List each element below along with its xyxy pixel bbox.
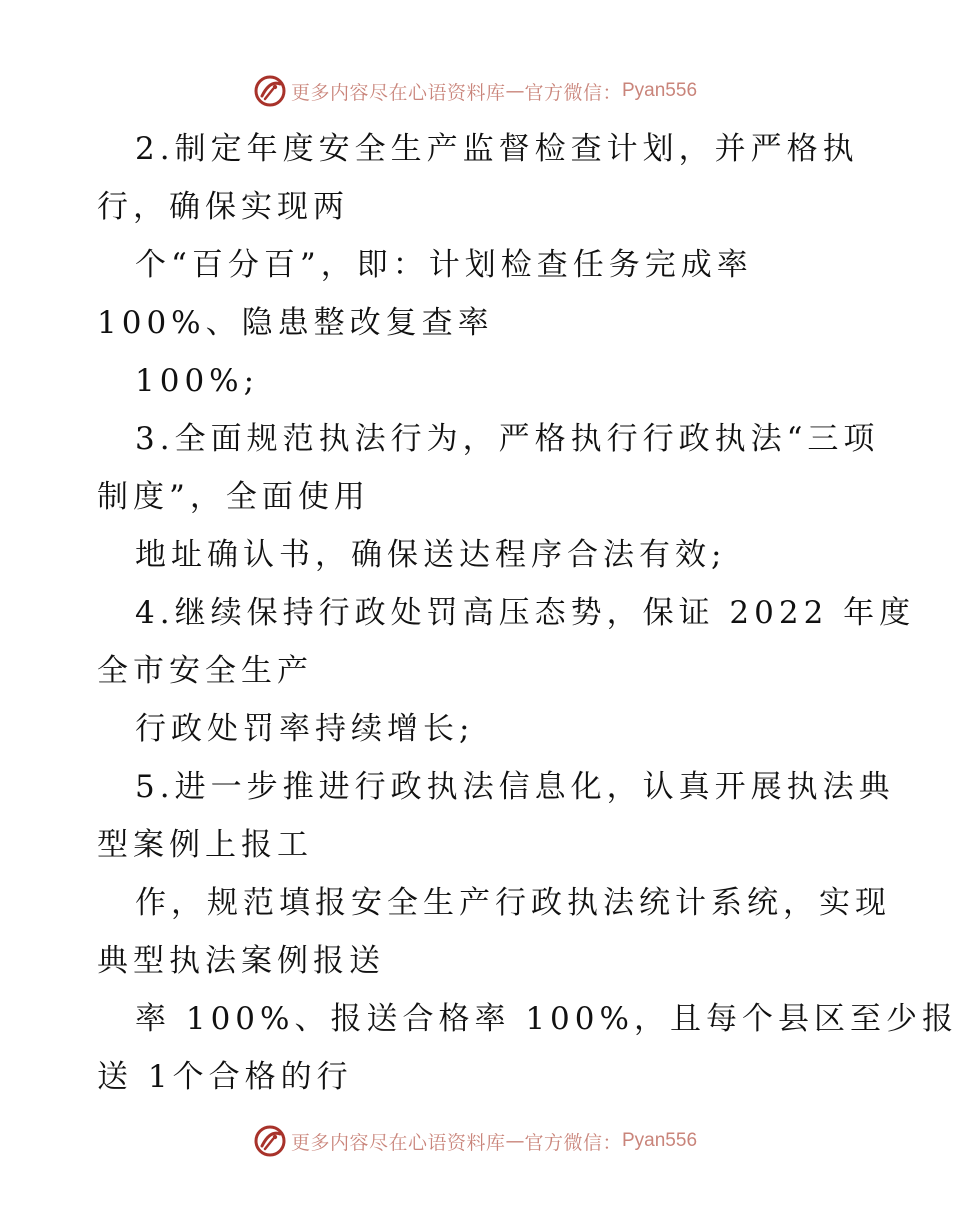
text-line: 5.进一步推进行政执法信息化，认真开展执法典: [135, 769, 895, 805]
text-line: 作，规范填报安全生产行政执法统计系统，实现: [135, 885, 891, 921]
text-line: 率 100%、报送合格率 100%，且每个县区至少报: [135, 1001, 958, 1037]
watermark-site-text: 更多内容尽在心语资料库: [290, 1131, 506, 1154]
text-line: 行，确保实现两: [97, 189, 349, 225]
watermark-separator: —: [505, 80, 525, 102]
library-logo-icon: [253, 1124, 287, 1158]
watermark-header: [0, 71, 950, 111]
watermark-separator: —: [505, 1130, 525, 1152]
watermark-official-text: 官方微信：: [524, 81, 622, 104]
watermark-wechat-id: Pyan556: [622, 80, 698, 101]
text-line: 制度”，全面使用: [97, 479, 370, 515]
text-line: 4.继续保持行政处罚高压态势，保证 2022 年度: [135, 595, 916, 631]
document-body: [97, 120, 958, 1106]
watermark-site-text: 更多内容尽在心语资料库: [290, 81, 506, 104]
text-line: 全市安全生产: [97, 653, 313, 689]
watermark-footer: [0, 1121, 950, 1161]
watermark-official-text: 官方微信：: [524, 1131, 622, 1154]
text-line: 典型执法案例报送: [97, 943, 385, 979]
text-line: 100%;: [135, 363, 260, 399]
text-line: 地址确认书，确保送达程序合法有效;: [135, 537, 727, 573]
text-line: 100%、隐患整改复查率: [97, 305, 494, 341]
text-line: 行政处罚率持续增长;: [135, 711, 475, 747]
library-logo-icon: [253, 74, 287, 108]
text-line: 个“百分百”，即：计划检查任务完成率: [135, 247, 753, 283]
text-line: 3.全面规范执法行为，严格执行行政执法“三项: [135, 421, 880, 457]
text-line: 送 1个合格的行: [97, 1059, 353, 1095]
text-line: 型案例上报工: [97, 827, 313, 863]
watermark-wechat-id: Pyan556: [622, 1130, 698, 1151]
text-line: 2.制定年度安全生产监督检查计划，并严格执: [135, 131, 859, 167]
